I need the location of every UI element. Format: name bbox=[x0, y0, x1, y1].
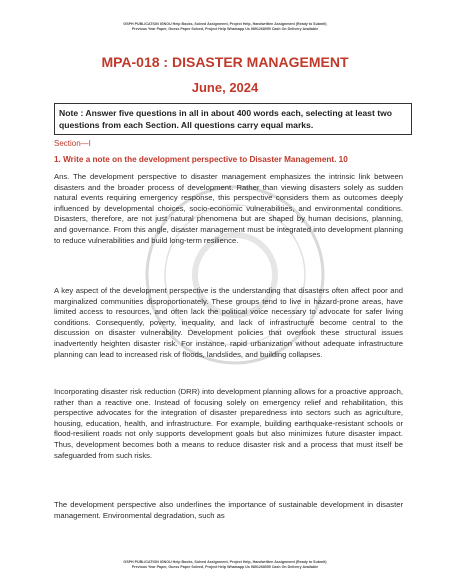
header-line-1: GSPH PUBLICATION IGNOU Help Books, Solved Assignment, Project Help, Handwritten Assignment (Ready to Submit) bbox=[123, 22, 327, 26]
instructions-note: Note : Answer five questions in all in about 400 words each, selecting at least two questions from each Section. All questions carry equal marks. bbox=[54, 103, 412, 135]
footer-line-2: Previous Year Paper, Guess Paper Solved, Project Help Whatsapp Us 9891268050 Cash On Delivery Available bbox=[131, 565, 319, 569]
page-header bbox=[40, 22, 410, 32]
section-heading: Section—I bbox=[54, 139, 91, 148]
exam-date: June, 2024 bbox=[191, 80, 259, 95]
paper-title: MPA-018 : DISASTER MANAGEMENT bbox=[101, 54, 349, 70]
answer-paragraph-1: Ans. The development perspective to disaster management emphasizes the intrinsic link between disasters and the broader process of development. Rather than viewing disasters solely as sudden natural events requiring emergency response, this perspective considers them as outcomes deeply influenced by developmental choices, socio-economic vulnerabilities, and environmental conditions. Disasters, therefore, are not just natural phenomena but are shaped by human decisions, planning, and governance. From this angle, disaster management must be integrated into development planning to reduce vulnerabilities and build long-term resilience. bbox=[54, 172, 403, 245]
page-footer bbox=[40, 560, 410, 570]
answer-paragraph-2: A key aspect of the development perspective is the understanding that disasters often affect poor and marginalized communities disproportionately. These groups tend to live in hazard-prone areas, have limited access to resources, and often lack the political voice necessary to advocate for safer living conditions. Consequently, poverty, inequality, and lack of infrastructure become central to the discussion on disaster vulnerability. Development policies that overlook these structural issues inadvertently heighten disaster risk. For instance, rapid urbanization without adequate infrastructure planning can lead to increased risk of floods, landslides, and building collapses. bbox=[54, 286, 403, 359]
question-title: 1. Write a note on the development perspective to Disaster Management. 10 bbox=[54, 155, 348, 164]
footer-line-1: GSPH PUBLICATION IGNOU Help Books, Solved Assignment, Project Help, Handwritten Assignment (Ready to Submit) bbox=[123, 560, 327, 564]
answer-paragraph-4: The development perspective also underlines the importance of sustainable development in disaster management. Environmental degradation, such as bbox=[54, 500, 403, 520]
header-line-2: Previous Year Paper, Guess Paper Solved, Project Help Whatsapp Us 9891268050 Cash On Delivery Available bbox=[131, 27, 319, 31]
answer-paragraph-3: Incorporating disaster risk reduction (DRR) into development planning allows for a proactive approach, rather than a reactive one. Instead of focusing solely on emergency relief and rehabilitation, this perspective advocates for the integration of disaster preparedness into sectors such as agriculture, housing, education, health, and infrastructure. For example, building earthquake-resistant schools or flood-resilient roads not only supports development goals but also minimizes future disaster impact. Thus, development becomes both a means to reduce disaster risk and a process that must itself be safeguarded from such risks. bbox=[54, 387, 403, 460]
